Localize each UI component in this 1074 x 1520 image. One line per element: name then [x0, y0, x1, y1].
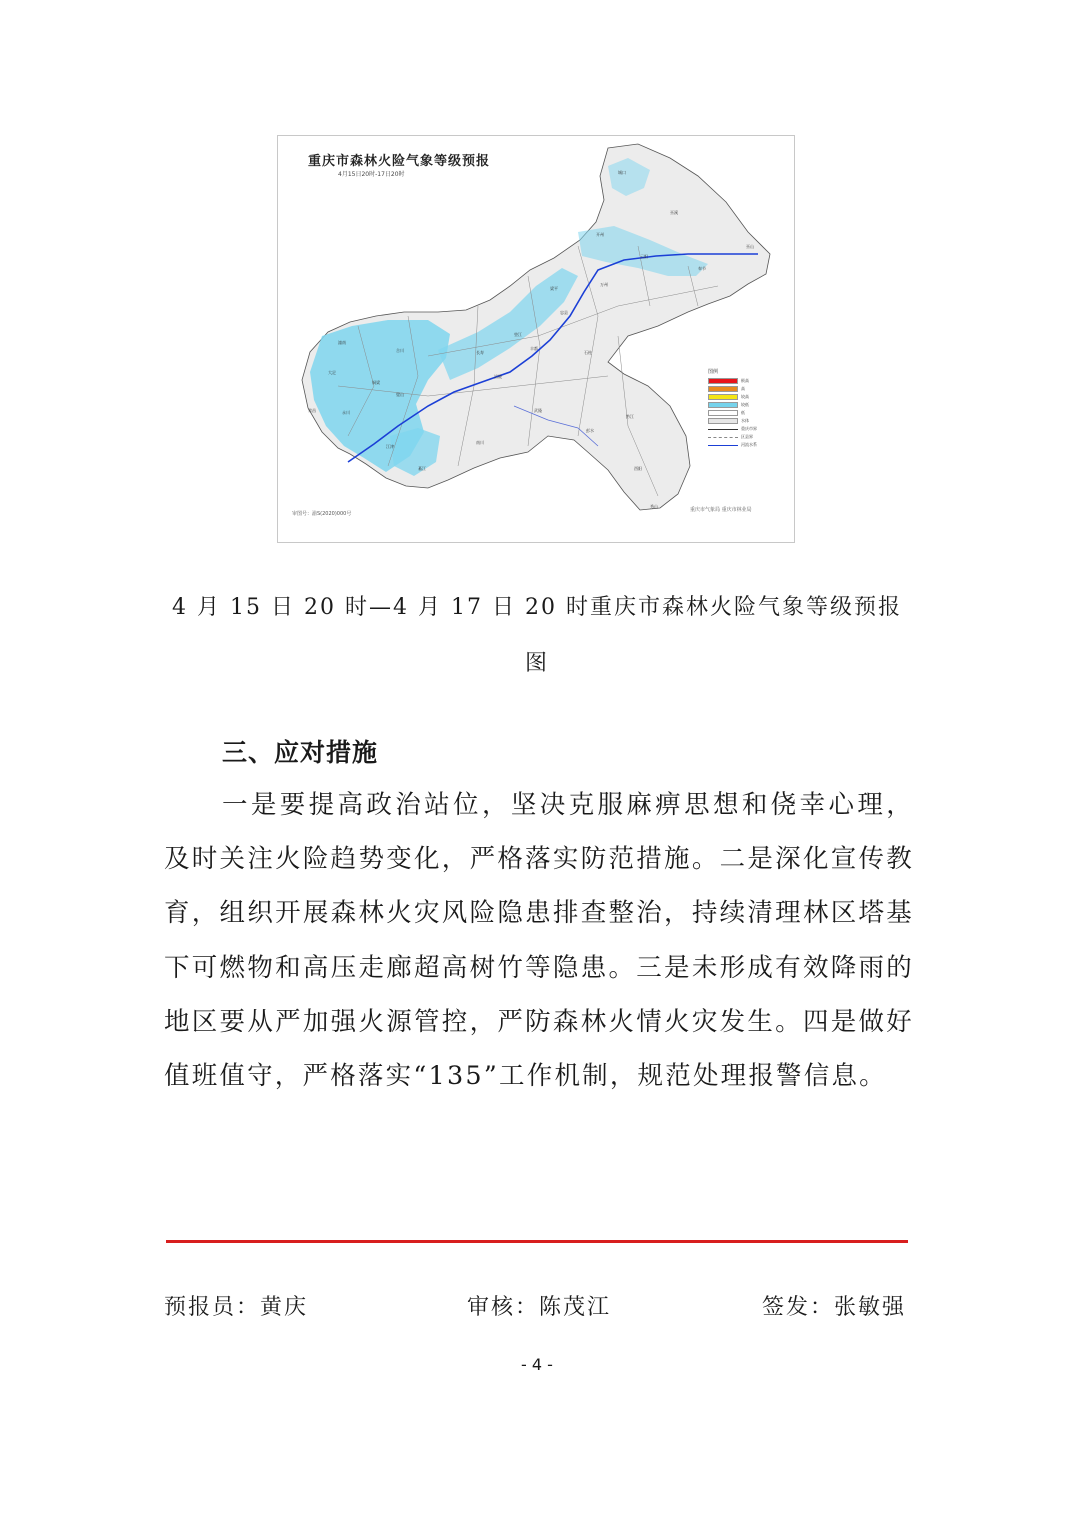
- place-label: 石柱: [584, 350, 592, 355]
- legend-item: 水体: [708, 417, 764, 425]
- legend-item: 较低: [708, 401, 764, 409]
- map-approval-number: 审图号：渝S(2020)000号: [292, 511, 352, 517]
- reviewer-signature: 审核：陈茂江: [467, 1295, 612, 1320]
- place-label: 綦江: [418, 466, 426, 471]
- place-label: 垫江: [514, 332, 522, 337]
- map-legend: [708, 368, 764, 449]
- place-label: 永川: [342, 410, 350, 415]
- place-label: 大足: [328, 370, 336, 375]
- place-label: 铜梁: [372, 380, 380, 385]
- place-label: 奉节: [698, 266, 706, 271]
- place-label: 酉阳: [634, 466, 642, 471]
- forecast-map: [277, 135, 795, 543]
- place-label: 巫山: [746, 244, 754, 249]
- place-label: 彭水: [586, 428, 594, 433]
- page-number: - 4 -: [521, 1355, 553, 1374]
- legend-item: 高: [708, 385, 764, 393]
- place-label: 万州: [600, 282, 608, 287]
- map-title: 重庆市森林火险气象等级预报: [308, 154, 491, 169]
- place-label: 江津: [386, 444, 394, 449]
- issuer-signature: 签发：张敏强: [762, 1295, 907, 1320]
- place-label: 荣昌: [308, 408, 316, 413]
- place-label: 南川: [476, 440, 484, 445]
- place-label: 长寿: [476, 350, 484, 355]
- legend-item: 较高: [708, 393, 764, 401]
- legend-item: 极高: [708, 377, 764, 385]
- chongqing-map-graphic: [278, 136, 795, 543]
- place-label: 城口: [618, 170, 626, 175]
- legend-line-item: 河流水系: [708, 441, 764, 449]
- red-divider: [166, 1240, 908, 1243]
- place-label: 涪陵: [494, 374, 502, 379]
- forecaster-signature: 预报员：黄庆: [164, 1295, 309, 1320]
- place-label: 巫溪: [670, 210, 678, 215]
- legend-item: 低: [708, 409, 764, 417]
- place-label: 忠县: [560, 310, 568, 315]
- section-heading: 三、应对措施: [222, 738, 379, 767]
- legend-title: 图例: [708, 369, 719, 375]
- figure-caption: 4 月 15 日 20 时—4 月 17 日 20 时重庆市森林火险气象等级预报: [172, 595, 902, 620]
- place-label: 璧山: [396, 392, 404, 397]
- place-label: 开州: [596, 232, 604, 237]
- place-label: 梁平: [550, 286, 558, 291]
- figure-caption-continued: 图: [524, 651, 549, 676]
- map-source: 重庆市气象局 重庆市林业局: [690, 507, 752, 513]
- legend-line-item: 重庆市界: [708, 425, 764, 433]
- place-label: 武隆: [534, 408, 542, 413]
- place-label: 合川: [396, 348, 404, 353]
- place-label: 黔江: [626, 414, 634, 419]
- legend-line-item: 区县界: [708, 433, 764, 441]
- place-label: 秀山: [650, 504, 658, 509]
- place-label: 丰都: [530, 346, 538, 351]
- place-label: 云阳: [640, 254, 648, 259]
- place-label: 潼南: [338, 340, 346, 345]
- section-body: 一是要提高政治站位，坚决克服麻痹思想和侥幸心理，及时关注火险趋势变化，严格落实防范措施。二是深化宣传教育，组织开展森林火灾风险隐患排查整治，持续清理林区塔基下可燃物和高压走廊超高树竹等隐患。三是未形成有效降雨的地区要从严加强火源管控，严防森林火情火灾发生。四是做好值班值守，严格落实“135”工作机制，规范处理报警信息。: [164, 790, 914, 1092]
- map-subtitle: 4月15日20时-17日20时: [338, 171, 405, 178]
